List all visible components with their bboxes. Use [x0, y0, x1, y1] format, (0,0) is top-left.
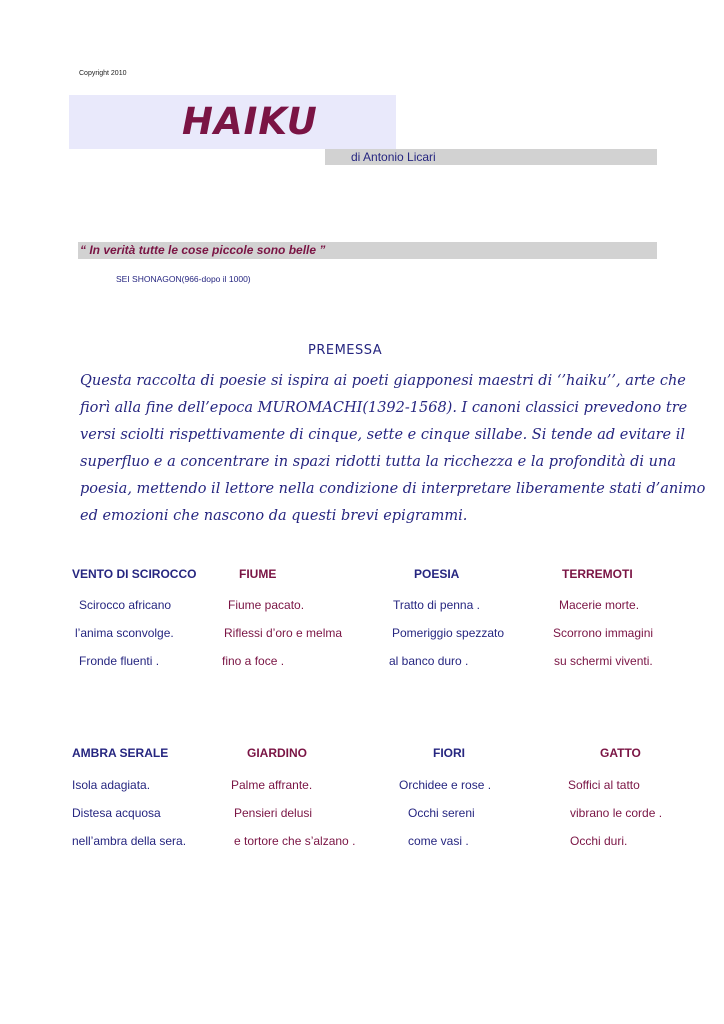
poem-title-fiume: FIUME — [239, 567, 277, 581]
poem-line: Occhi sereni — [408, 806, 475, 820]
poem-line: Isola adagiata. — [72, 778, 151, 792]
poem-line: come vasi . — [408, 834, 469, 848]
author-line: di Antonio Licari — [351, 150, 436, 164]
poem-line: Palme affrante. — [231, 778, 313, 792]
poem-title-vento-di-scirocco: VENTO DI SCIROCCO — [72, 567, 197, 581]
premessa-line: Questa raccolta di poesie si ispira ai poeti giapponesi maestri di ‘’haiku’’, arte che — [80, 373, 686, 389]
poem-line: fino a foce . — [222, 654, 285, 668]
poem-line: Tratto di penna . — [393, 598, 480, 612]
premessa-line: ed emozioni che nascono da questi brevi epigrammi. — [80, 508, 468, 524]
poem-line: Fiume pacato. — [228, 598, 305, 612]
poem-title-ambra-serale: AMBRA SERALE — [72, 746, 169, 760]
poem-line: Riflessi d’oro e melma — [224, 626, 343, 640]
epigraph-quote: “ In verità tutte le cose piccole sono belle ” — [80, 243, 326, 257]
poem-line: Distesa acquosa — [72, 806, 161, 820]
poem-line: nell’ambra della sera. — [72, 834, 187, 848]
premessa-line: versi sciolti rispettivamente di cinque, sette e cinque sillabe. Si tende ad evitare il — [80, 427, 686, 443]
poem-title-giardino: GIARDINO — [247, 746, 307, 760]
poem-title-terremoti: TERREMOTI — [562, 567, 633, 581]
premessa-line: superfluo e a concentrare in spazi ridotti tutta la ricchezza e la profondità di una — [80, 454, 676, 470]
poem-line: Orchidee e rose . — [399, 778, 492, 792]
poem-line: l’anima sconvolge. — [75, 626, 174, 640]
copyright-notice: Copyright 2010 — [79, 70, 127, 77]
poem-line: Fronde fluenti . — [79, 654, 160, 668]
poem-line: Soffici al tatto — [568, 778, 640, 792]
premessa-line: poesia, mettendo il lettore nella condizione di interpretare liberamente stati d’animo — [80, 481, 706, 497]
epigraph-source: SEI SHONAGON(966-dopo il 1000) — [116, 274, 251, 284]
page-title: HAIKU — [182, 100, 318, 143]
poem-line: su schermi viventi. — [554, 654, 653, 668]
poem-line: Pomeriggio spezzato — [392, 626, 505, 640]
poem-line: Macerie morte. — [559, 598, 640, 612]
poem-line: e tortore che s’alzano . — [234, 834, 356, 848]
poem-line: al banco duro . — [389, 654, 469, 668]
poem-title-gatto: GATTO — [600, 746, 641, 760]
poem-line: Pensieri delusi — [234, 806, 313, 820]
poem-line: vibrano le corde . — [570, 806, 663, 820]
poem-title-fiori: FIORI — [433, 746, 465, 760]
poem-line: Scorrono immagini — [553, 626, 654, 640]
poem-title-poesia: POESIA — [414, 567, 460, 581]
poem-line: Occhi duri. — [570, 834, 628, 848]
premessa-line: fiorì alla fine dell’epoca MUROMACHI(1392-1568). I canoni classici prevedono tre — [80, 400, 688, 416]
poem-line: Scirocco africano — [79, 598, 172, 612]
premessa-heading: PREMESSA — [308, 343, 383, 358]
